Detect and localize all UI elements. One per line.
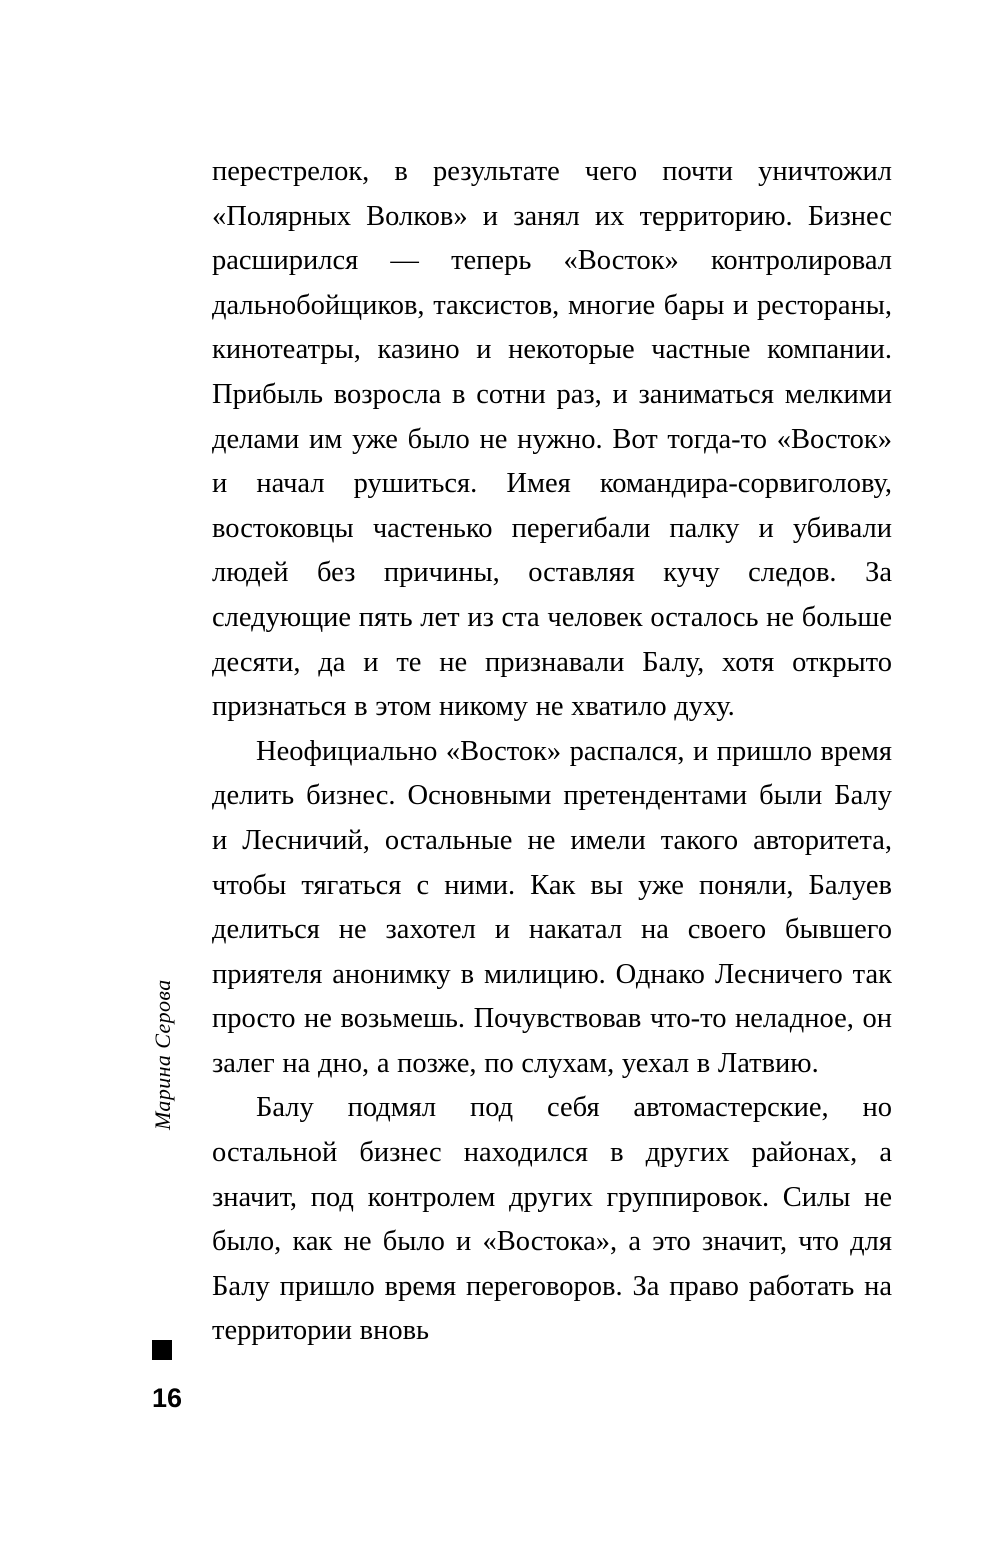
filled-square-icon: [152, 1340, 172, 1360]
paragraph: Неофициально «Восток» распался, и пришло время делить бизнес. Основными претендентами были Балу и Лесничий, остальные не имели такого авторитета, чтобы тягаться с ними. Как вы уже поняли, Балуев делиться не захотел и накатал на своего бывшего приятеля анонимку в милицию. Однако Лесничего так просто не возьмешь. Почувствовав что-то неладное, он залег на дно, а позже, по слухам, уехал в Латвию.: [212, 735, 892, 1079]
running-head-author: Марина Серова: [150, 979, 175, 1130]
body-text-column: [212, 150, 892, 1354]
paragraph: Балу подмял под себя автомастерские, но остальной бизнес находился в других районах, а значит, под контролем других группировок. Силы не было, как не было и «Востока», а это значит, что для Балу пришло время переговоров. За право работать на территории вновь: [212, 1092, 892, 1347]
page-number: 16: [152, 1383, 183, 1413]
paragraph-continuation: перестрелок, в результате чего почти уничтожил «Полярных Волков» и занял их территорию. Бизнес расширился — теперь «Восток» контролировал дальнобойщиков, таксистов, многие бары и рестораны, кинотеатры, казино и некоторые частные компании. Прибыль возросла в сотни раз, и заниматься мелкими делами им уже было не нужно. Вот тогда-то «Восток» и начал рушиться. Имея командира-сорвиголову, востоковцы частенько перегибали палку и убивали людей без причины, оставляя кучу следов. За следующие пять лет из ста человек осталось не больше десяти, да и те не признавали Балу, хотя открыто признаться в этом никому не хватило духу.: [212, 156, 892, 723]
